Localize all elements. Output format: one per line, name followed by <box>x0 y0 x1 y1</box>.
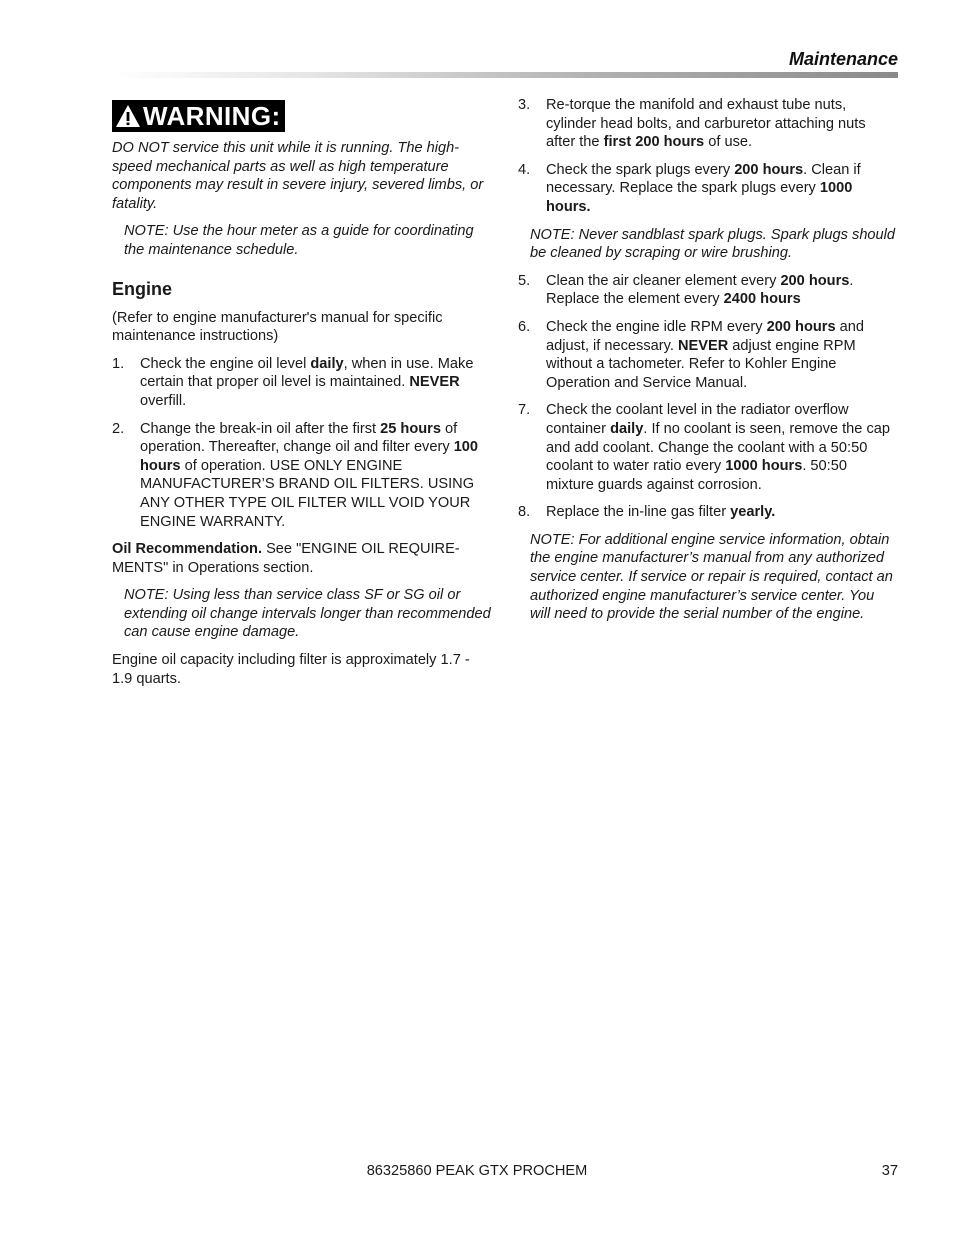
steps-list-3-4 <box>518 96 898 217</box>
note-oil: NOTE: Using less than service class SF or SG oil or extending oil change intervals longer than recommended can cause engine damage. <box>124 587 491 641</box>
right-column <box>518 96 898 633</box>
footer-page-number: 37 <box>881 1163 898 1179</box>
oil-recommendation-label: Oil Recommendation. <box>112 541 263 558</box>
note-hour-meter: NOTE: Use the hour meter as a guide for coordinating the maintenance schedule. <box>124 223 474 258</box>
step-text-bold: 25 hours <box>380 420 441 437</box>
step-text: Change the break-in oil after the first <box>140 420 381 437</box>
step-text: overfill. <box>140 392 187 409</box>
oil-recommendation <box>112 540 492 577</box>
step-text: Check the spark plugs every <box>546 161 735 178</box>
step-text-bold: yearly. <box>730 504 776 521</box>
step-item <box>112 420 492 532</box>
step-item <box>518 401 898 494</box>
step-number: 7. <box>518 402 531 419</box>
step-text-bold: NEVER <box>677 337 729 354</box>
step-item <box>518 503 898 522</box>
warning-banner <box>112 100 285 132</box>
step-text-bold: 200 hours <box>734 161 804 178</box>
step-item <box>518 161 898 217</box>
step-text-bold: 1000 hours <box>725 458 803 475</box>
note-spark-plugs: NOTE: Never sandblast spark plugs. Spark plugs should be cleaned by scraping or wire brushing. <box>530 226 896 262</box>
step-item <box>518 318 898 392</box>
step-text: . If no coolant is seen, remove the cap and add coolant. Change the coolant with a 50:50 coolant to water ratio every <box>546 420 890 475</box>
note-service-center: NOTE: For additional engine service information, obtain the engine manufacturer’s manual from any authorized service center. If service or repair is required, contact an authorized engine manufacturer’s service center. You will need to provide the serial number of the engine. <box>530 531 893 623</box>
engine-intro: (Refer to engine manufacturer's manual for specific maintenance instructions) <box>112 309 443 345</box>
step-text: Replace the in-line gas filter <box>546 504 731 521</box>
step-text-bold: daily <box>610 420 644 437</box>
step-text: . Clean if necessary. Replace the spark plugs every <box>546 161 861 197</box>
step-text-bold: daily <box>310 355 344 372</box>
step-text-bold: 100 hours <box>140 439 479 474</box>
step-text: adjust engine RPM without a tachometer. Refer to Kohler Engine Operation and Service Manual. <box>546 337 856 391</box>
step-number: 8. <box>518 504 531 521</box>
step-text: Re-torque the manifold and exhaust tube nuts, cylinder head bolts, and carburetor attaching nuts after the <box>546 97 866 151</box>
warning-text: DO NOT service this unit while it is running. The high-speed mechanical parts as well as high temperature components may result in severe injury, severed limbs, or fatality. <box>112 140 484 212</box>
step-text: of operation. USE ONLY ENGINE MANUFACTURER’S BRAND OIL FILTERS. USING ANY OTHER TYPE OIL FILTER WILL VOID YOUR ENGINE WARRANTY. <box>140 457 475 530</box>
engine-steps-list <box>112 355 492 531</box>
step-text: , when in use. Make certain that proper oil level is maintained. <box>140 355 474 391</box>
step-text: . 50:50 mixture guards against corrosion. <box>546 458 847 493</box>
warning-triangle-icon <box>115 104 141 128</box>
step-text: Clean the air cleaner element every <box>546 272 781 289</box>
step-text-bold: 200 hours <box>780 272 850 289</box>
step-text: Check the engine oil level <box>140 355 311 372</box>
step-text: and adjust, if necessary. <box>546 318 864 354</box>
step-number: 4. <box>518 161 531 178</box>
warning-label: WARNING: <box>143 101 281 131</box>
step-text: Check the coolant level in the radiator overflow container <box>546 402 849 437</box>
step-number: 1. <box>112 355 125 372</box>
step-number: 3. <box>518 97 531 113</box>
section-title: Maintenance <box>788 49 898 69</box>
engine-heading: Engine <box>112 278 173 299</box>
step-text-bold: NEVER <box>409 374 460 391</box>
steps-list-5-8 <box>518 272 898 522</box>
step-text: of operation. Thereafter, change oil and filter every <box>140 420 458 456</box>
step-text-bold: 200 hours <box>766 318 836 335</box>
oil-recommendation-text: See "ENGINE OIL REQUIRE-MENTS" in Operations section. <box>112 541 460 576</box>
footer-document-id: 86325860 PEAK GTX PROCHEM <box>366 1163 588 1179</box>
step-text-bold: first 200 hours <box>603 134 705 151</box>
step-item <box>112 355 492 411</box>
step-text: . Replace the element every <box>546 272 854 308</box>
step-text-bold: 2400 hours <box>723 291 801 308</box>
step-number: 5. <box>518 272 531 289</box>
step-number: 2. <box>112 420 125 437</box>
step-text-bold: 1000 hours. <box>546 180 853 215</box>
oil-capacity: Engine oil capacity including filter is approximately 1.7 - 1.9 quarts. <box>112 652 470 687</box>
left-column <box>112 96 492 697</box>
header-rule <box>112 72 898 78</box>
step-text: Check the engine idle RPM every <box>546 318 767 335</box>
step-item <box>518 272 898 309</box>
step-item <box>518 96 898 152</box>
step-text: of use. <box>704 134 753 151</box>
step-number: 6. <box>518 318 531 335</box>
